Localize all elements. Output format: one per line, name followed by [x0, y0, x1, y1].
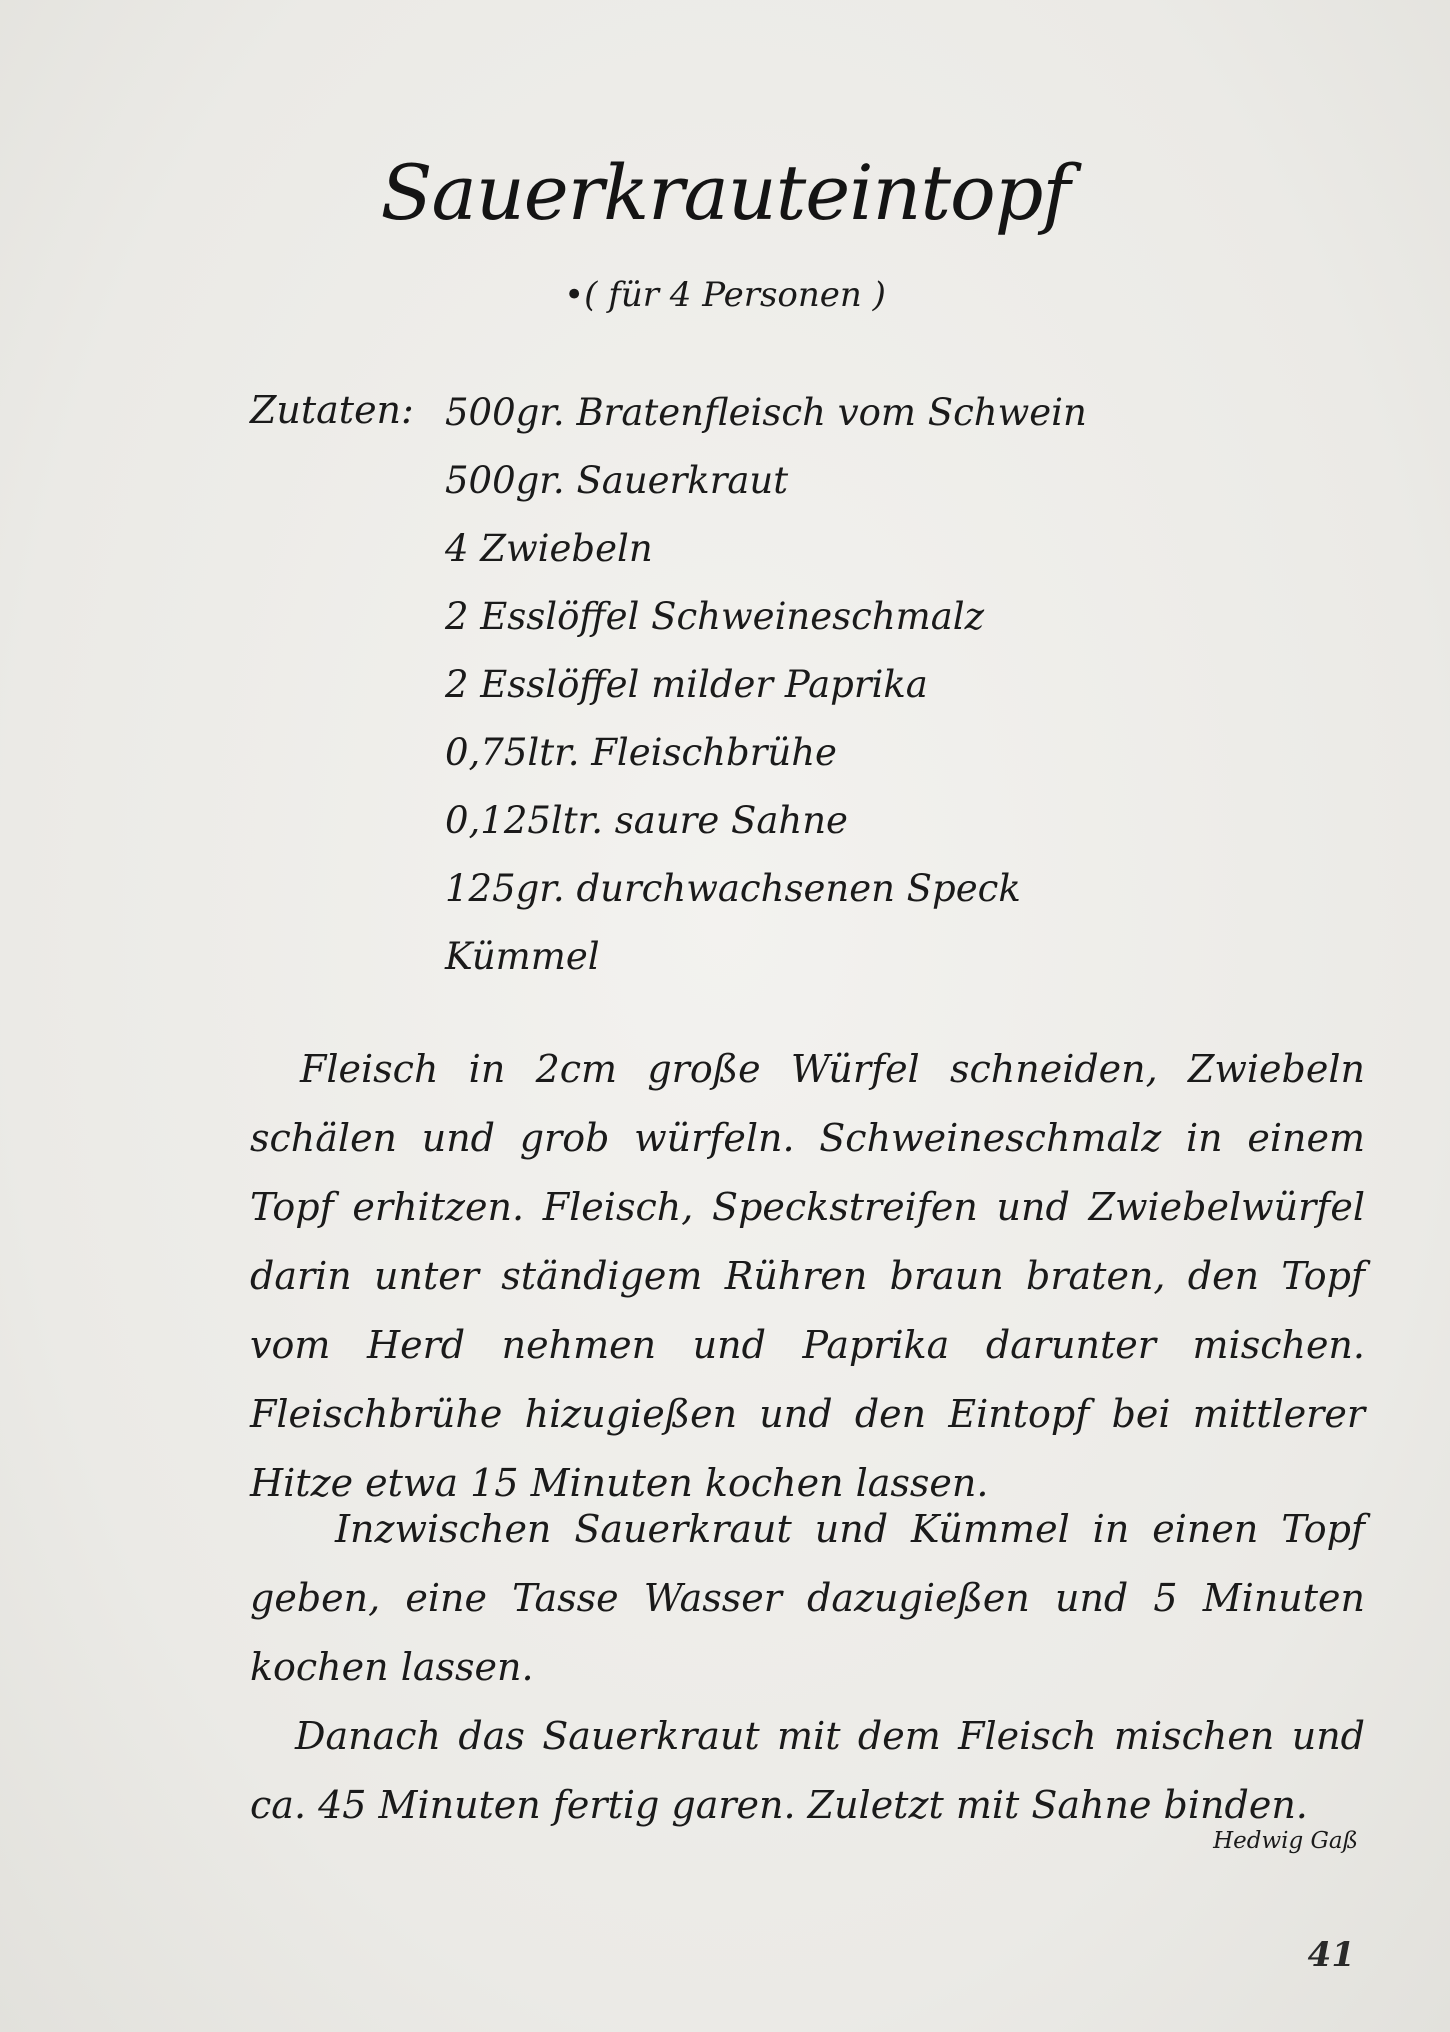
ingredient-item: 2 Esslöffel Schweineschmalz — [445, 595, 985, 638]
recipe-title: Sauerkrauteintopf — [380, 148, 1070, 237]
ingredients-label: Zutaten: — [250, 388, 414, 432]
instruction-paragraph: Inzwischen Sauerkraut und Kümmel in einen Topf geben, eine Tasse Wasser dazugießen und 5 Minuten kochen lassen. — [250, 1507, 1365, 1689]
ingredient-item: 2 Esslöffel milder Paprika — [445, 663, 928, 706]
instruction-paragraph: Danach das Sauerkraut mit dem Fleisch mischen und ca. 45 Minuten fertig garen. Zuletzt mit Sahne binden. — [250, 1714, 1365, 1827]
ingredient-item: 125gr. durchwachsenen Speck — [445, 867, 1021, 910]
recipe-author: Hedwig Gaß — [1213, 1828, 1358, 1854]
ingredient-item: 0,75ltr. Fleischbrühe — [445, 731, 837, 774]
ingredient-item: 4 Zwiebeln — [445, 527, 653, 570]
instruction-paragraph: Fleisch in 2cm große Würfel schneiden, Zwiebeln schälen und grob würfeln. Schweineschmalz in einem Topf erhitzen. Fleisch, Speckstreifen und Zwiebelwürfel darin unter ständigem Rühren braun braten, den Topf vom Herd nehmen und Paprika darunter mischen. Fleischbrühe hizugießen und den Eintopf bei mittlerer Hitze etwa 15 Minuten kochen lassen. — [250, 1047, 1365, 1505]
ingredient-item: 500gr. Bratenfleisch vom Schwein — [445, 391, 1087, 434]
ingredients-list — [445, 388, 1087, 1000]
recipe-subtitle: •( für 4 Personen ) — [564, 275, 886, 315]
ingredient-item: 500gr. Sauerkraut — [445, 459, 789, 502]
ingredient-item: Kümmel — [445, 935, 600, 978]
ingredient-item: 0,125ltr. saure Sahne — [445, 799, 848, 842]
page-number: 41 — [1307, 1935, 1355, 1975]
